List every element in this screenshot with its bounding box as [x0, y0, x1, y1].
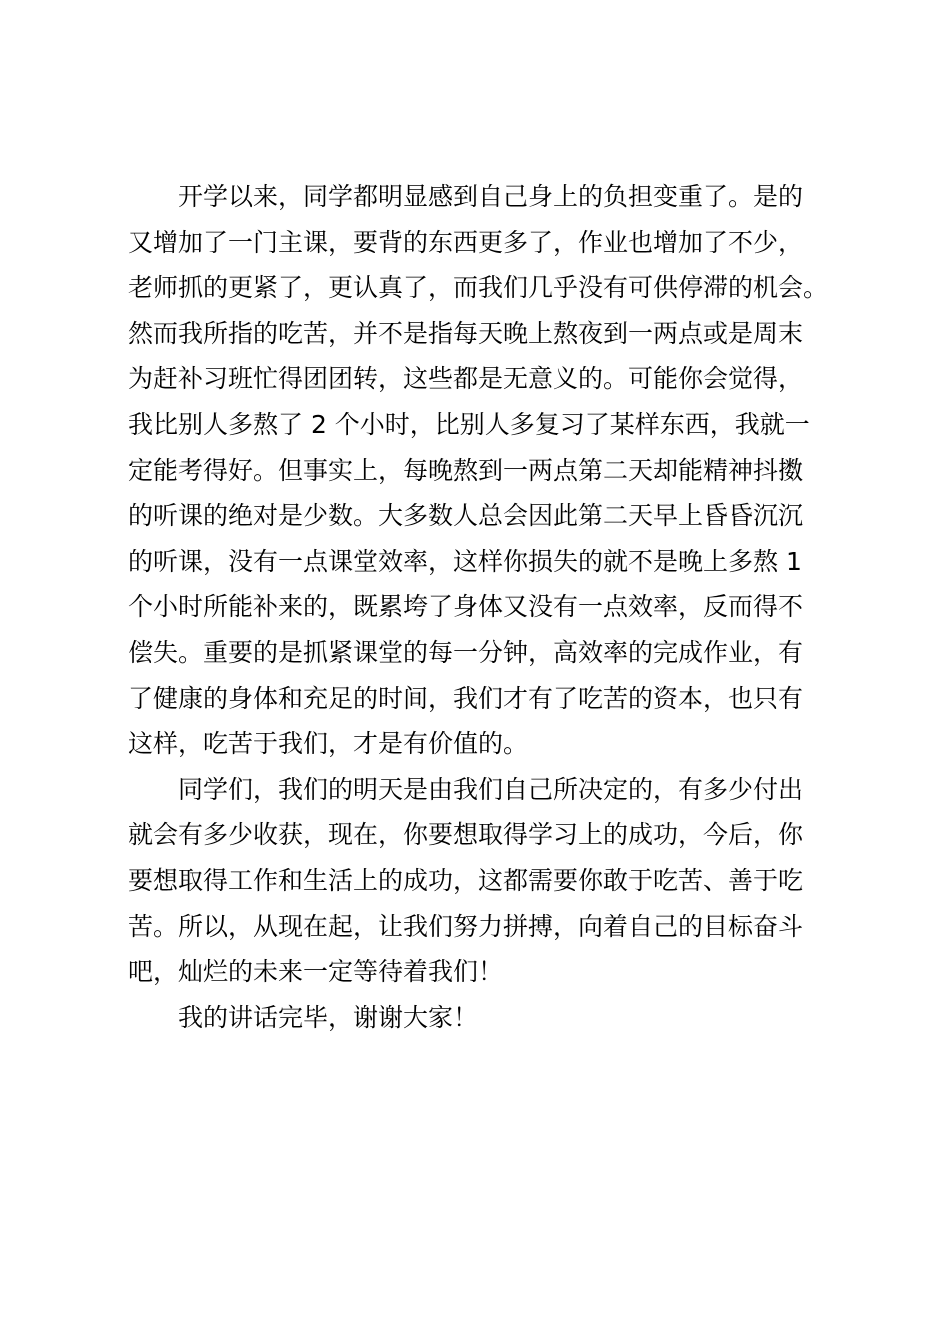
speech-body — [128, 174, 832, 1040]
text-line: 的听课，没有一点课堂效率，这样你损失的就不是晚上多熬 1 — [128, 546, 802, 576]
text-line: 个小时所能补来的，既累垮了身体又没有一点效率，反而得不 — [128, 592, 804, 622]
text-line: 开学以来，同学都明显感到自己身上的负担变重了。是的 — [178, 182, 804, 211]
text-line: 的听课的绝对是少数。大多数人总会因此第二天早上昏昏沉沉 — [128, 501, 804, 531]
paragraph-future — [128, 767, 832, 995]
text-line: 就会有多少收获，现在，你要想取得学习上的成功，今后，你 — [128, 820, 804, 850]
text-line: 同学们，我们的明天是由我们自己所决定的，有多少付出 — [178, 774, 804, 804]
text-line: 要想取得工作和生活上的成功，这都需要你敢于吃苦、善于吃 — [128, 865, 804, 895]
text-line: 吧，灿烂的未来一定等待着我们！ — [128, 957, 504, 987]
text-line: 老师抓的更紧了，更认真了，而我们几乎没有可供停滞的机会。 — [128, 273, 829, 303]
paragraph-hardship — [128, 174, 832, 767]
text-line: 偿失。重要的是抓紧课堂的每一分钟，高效率的完成作业，有 — [128, 637, 804, 667]
text-line: 苦。所以，从现在起，让我们努力拼搏，向着自己的目标奋斗 — [128, 911, 804, 941]
text-line: 我的讲话完毕，谢谢大家！ — [178, 1002, 479, 1032]
paragraph-closing — [128, 995, 832, 1041]
text-line: 这样，吃苦于我们，才是有价值的。 — [128, 729, 529, 759]
text-line: 然而我所指的吃苦，并不是指每天晚上熬夜到一两点或是周末 — [128, 318, 804, 348]
text-line: 为赶补习班忙得团团转，这些都是无意义的。可能你会觉得， — [128, 364, 804, 394]
text-line: 我比别人多熬了 2 个小时，比别人多复习了某样东西，我就一 — [128, 409, 810, 439]
text-line: 了健康的身体和充足的时间，我们才有了吃苦的资本，也只有 — [128, 683, 804, 713]
text-line: 定能考得好。但事实上，每晚熬到一两点第二天却能精神抖擞 — [128, 455, 804, 485]
text-line: 又增加了一门主课，要背的东西更多了，作业也增加了不少， — [128, 227, 804, 257]
